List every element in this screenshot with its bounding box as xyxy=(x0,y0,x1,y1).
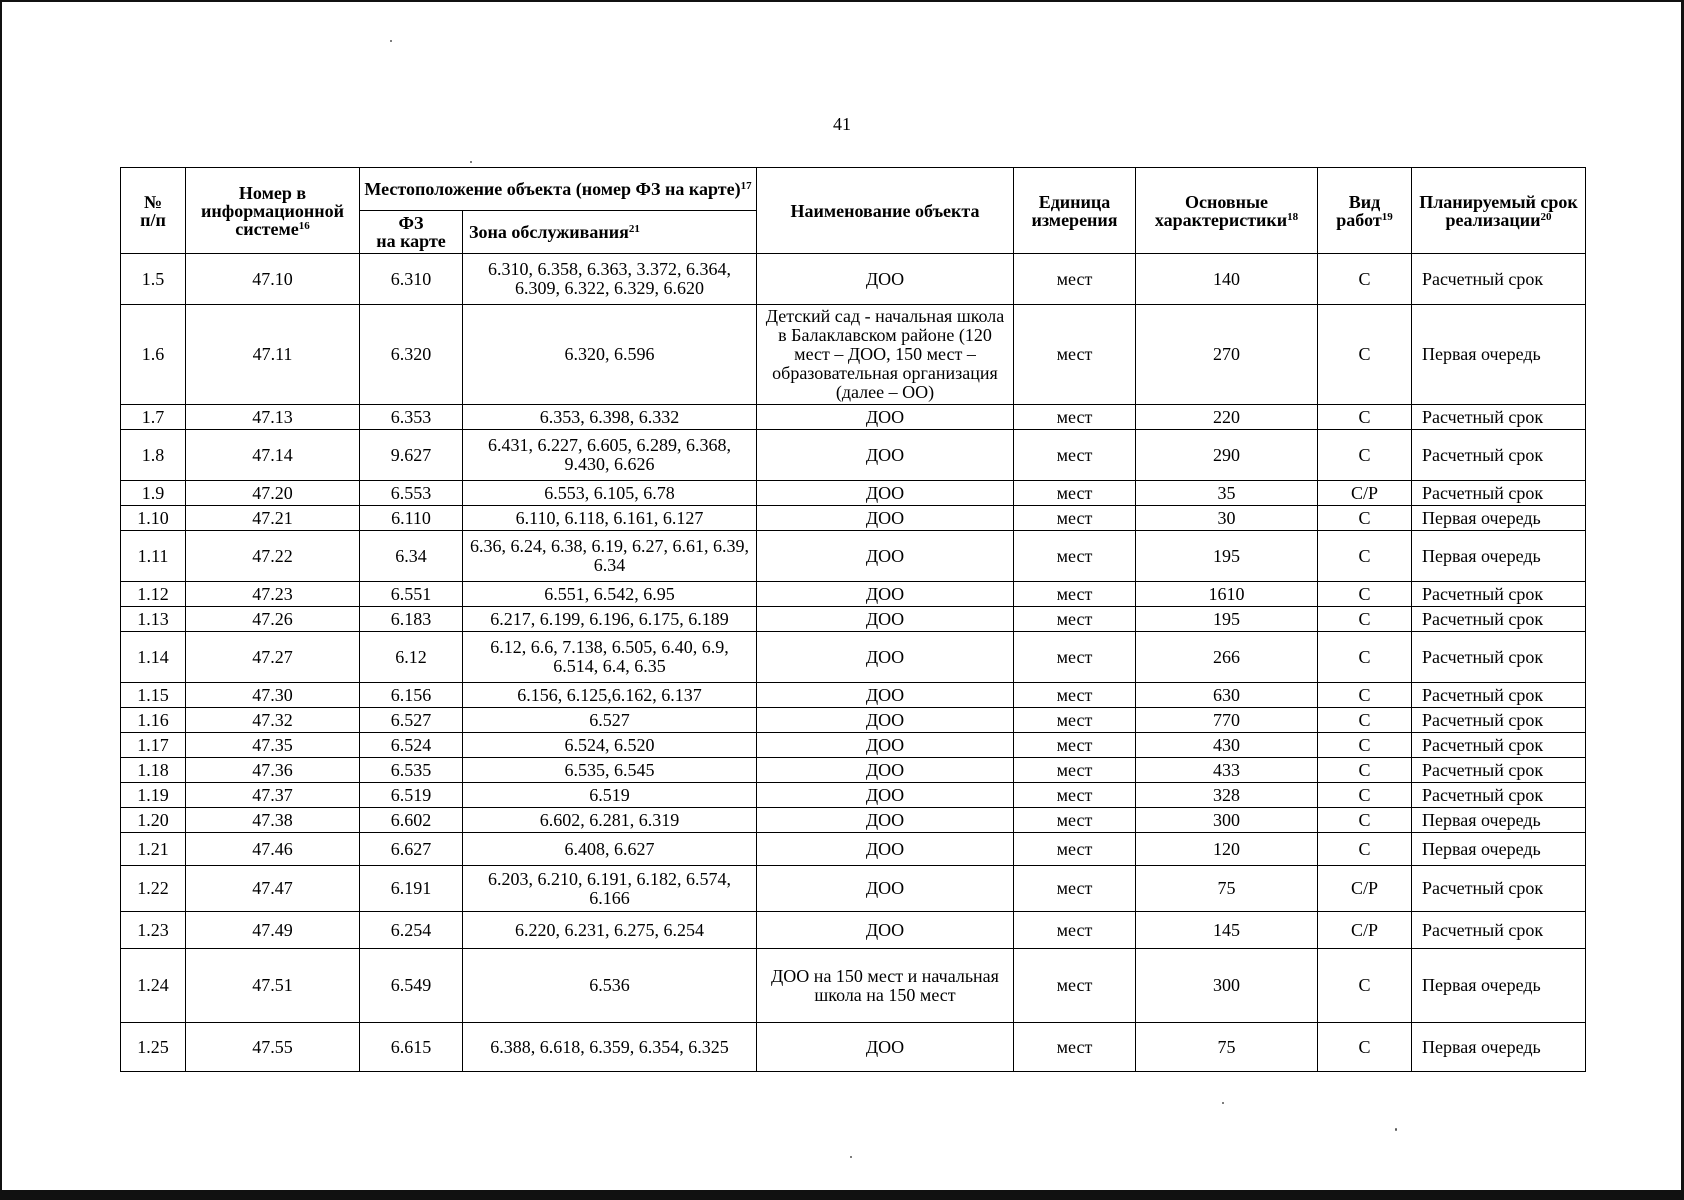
cell-object-name: ДОО xyxy=(757,582,1014,607)
footnote-marker: 20 xyxy=(1540,210,1552,223)
table-row xyxy=(121,783,1586,808)
cell-fz: 6.191 xyxy=(360,866,463,912)
cell-term: Расчетный срок xyxy=(1412,254,1586,305)
cell-work-type: С xyxy=(1318,733,1412,758)
cell-fz: 6.627 xyxy=(360,833,463,866)
table-row xyxy=(121,430,1586,481)
cell-characteristics: 35 xyxy=(1136,481,1318,506)
scan-border-bottom xyxy=(0,1190,1684,1200)
cell-term: Первая очередь xyxy=(1412,833,1586,866)
cell-unit: мест xyxy=(1014,949,1136,1023)
scan-speck xyxy=(1222,1102,1224,1104)
cell-characteristics: 630 xyxy=(1136,683,1318,708)
cell-number: 1.24 xyxy=(121,949,186,1023)
cell-zone: 6.310, 6.358, 6.363, 3.372, 6.364, 6.309, 6.322, 6.329, 6.620 xyxy=(463,254,757,305)
cell-fz: 6.524 xyxy=(360,733,463,758)
cell-system-number: 47.20 xyxy=(186,481,360,506)
cell-fz: 6.615 xyxy=(360,1023,463,1072)
footnote-marker: 21 xyxy=(628,223,640,235)
cell-work-type: С xyxy=(1318,949,1412,1023)
cell-object-name: ДОО xyxy=(757,733,1014,758)
cell-number: 1.22 xyxy=(121,866,186,912)
cell-term: Первая очередь xyxy=(1412,506,1586,531)
cell-fz: 6.110 xyxy=(360,506,463,531)
cell-object-name: ДОО xyxy=(757,912,1014,949)
cell-zone: 6.156, 6.125,6.162, 6.137 xyxy=(463,683,757,708)
cell-characteristics: 75 xyxy=(1136,1023,1318,1072)
cell-characteristics: 328 xyxy=(1136,783,1318,808)
cell-characteristics: 75 xyxy=(1136,866,1318,912)
cell-object-name: ДОО xyxy=(757,758,1014,783)
cell-number: 1.19 xyxy=(121,783,186,808)
cell-work-type: С xyxy=(1318,254,1412,305)
cell-characteristics: 266 xyxy=(1136,632,1318,683)
cell-unit: мест xyxy=(1014,708,1136,733)
cell-system-number: 47.23 xyxy=(186,582,360,607)
cell-characteristics: 430 xyxy=(1136,733,1318,758)
footnote-marker: 19 xyxy=(1381,210,1393,223)
table-row xyxy=(121,632,1586,683)
cell-zone: 6.388, 6.618, 6.359, 6.354, 6.325 xyxy=(463,1023,757,1072)
cell-system-number: 47.10 xyxy=(186,254,360,305)
cell-characteristics: 145 xyxy=(1136,912,1318,949)
table-row xyxy=(121,683,1586,708)
cell-fz: 6.549 xyxy=(360,949,463,1023)
cell-unit: мест xyxy=(1014,531,1136,582)
cell-unit: мест xyxy=(1014,758,1136,783)
cell-term: Первая очередь xyxy=(1412,808,1586,833)
cell-object-name: ДОО xyxy=(757,632,1014,683)
cell-fz: 6.12 xyxy=(360,632,463,683)
scan-speck xyxy=(470,161,472,163)
table-row xyxy=(121,758,1586,783)
cell-characteristics: 300 xyxy=(1136,949,1318,1023)
cell-term: Первая очередь xyxy=(1412,1023,1586,1072)
cell-work-type: С xyxy=(1318,305,1412,405)
header-cell-location xyxy=(360,168,757,211)
cell-object-name: ДОО xyxy=(757,1023,1014,1072)
footnote-marker: 18 xyxy=(1287,210,1299,223)
cell-unit: мест xyxy=(1014,733,1136,758)
cell-fz: 6.602 xyxy=(360,808,463,833)
table-row xyxy=(121,808,1586,833)
cell-fz: 6.535 xyxy=(360,758,463,783)
cell-characteristics: 433 xyxy=(1136,758,1318,783)
cell-number: 1.10 xyxy=(121,506,186,531)
cell-unit: мест xyxy=(1014,405,1136,430)
cell-unit: мест xyxy=(1014,833,1136,866)
cell-system-number: 47.30 xyxy=(186,683,360,708)
cell-system-number: 47.27 xyxy=(186,632,360,683)
cell-fz: 6.320 xyxy=(360,305,463,405)
scan-speck xyxy=(850,1156,852,1158)
table-row xyxy=(121,833,1586,866)
cell-zone: 6.527 xyxy=(463,708,757,733)
header-label: ФЗ xyxy=(398,213,424,233)
cell-work-type: С xyxy=(1318,708,1412,733)
scan-speck xyxy=(390,40,392,42)
cell-system-number: 47.36 xyxy=(186,758,360,783)
cell-term: Расчетный срок xyxy=(1412,405,1586,430)
cell-zone: 6.524, 6.520 xyxy=(463,733,757,758)
cell-zone: 6.110, 6.118, 6.161, 6.127 xyxy=(463,506,757,531)
cell-system-number: 47.32 xyxy=(186,708,360,733)
cell-number: 1.12 xyxy=(121,582,186,607)
header-label: Местоположение объекта (номер ФЗ на карте) xyxy=(364,179,741,199)
cell-object-name: ДОО xyxy=(757,683,1014,708)
cell-zone: 6.217, 6.199, 6.196, 6.175, 6.189 xyxy=(463,607,757,632)
cell-object-name: ДОО на 150 мест и начальная школа на 150 мест xyxy=(757,949,1014,1023)
cell-fz: 6.310 xyxy=(360,254,463,305)
cell-fz: 6.519 xyxy=(360,783,463,808)
cell-zone: 6.408, 6.627 xyxy=(463,833,757,866)
table-body xyxy=(121,254,1586,1072)
header-cell-fz xyxy=(360,211,463,254)
cell-system-number: 47.26 xyxy=(186,607,360,632)
cell-fz: 6.254 xyxy=(360,912,463,949)
header-cell-term xyxy=(1412,168,1586,254)
cell-number: 1.21 xyxy=(121,833,186,866)
cell-unit: мест xyxy=(1014,912,1136,949)
cell-term: Расчетный срок xyxy=(1412,582,1586,607)
cell-zone: 6.36, 6.24, 6.38, 6.19, 6.27, 6.61, 6.39, 6.34 xyxy=(463,531,757,582)
cell-unit: мест xyxy=(1014,582,1136,607)
footnote-marker: 16 xyxy=(298,219,310,232)
cell-system-number: 47.46 xyxy=(186,833,360,866)
cell-number: 1.7 xyxy=(121,405,186,430)
cell-zone: 6.519 xyxy=(463,783,757,808)
cell-zone: 6.602, 6.281, 6.319 xyxy=(463,808,757,833)
header-label: Единица измерения xyxy=(1031,191,1118,230)
cell-work-type: С/Р xyxy=(1318,912,1412,949)
cell-zone: 6.535, 6.545 xyxy=(463,758,757,783)
table-row xyxy=(121,607,1586,632)
cell-number: 1.15 xyxy=(121,683,186,708)
cell-number: 1.8 xyxy=(121,430,186,481)
cell-object-name: ДОО xyxy=(757,833,1014,866)
cell-system-number: 47.47 xyxy=(186,866,360,912)
header-cell-unit xyxy=(1014,168,1136,254)
table-row xyxy=(121,949,1586,1023)
cell-number: 1.11 xyxy=(121,531,186,582)
cell-fz: 9.627 xyxy=(360,430,463,481)
cell-work-type: С xyxy=(1318,582,1412,607)
table-row xyxy=(121,733,1586,758)
cell-term: Расчетный срок xyxy=(1412,430,1586,481)
cell-term: Расчетный срок xyxy=(1412,607,1586,632)
cell-object-name: ДОО xyxy=(757,254,1014,305)
cell-system-number: 47.21 xyxy=(186,506,360,531)
cell-work-type: С xyxy=(1318,808,1412,833)
cell-object-name: ДОО xyxy=(757,866,1014,912)
table-row xyxy=(121,531,1586,582)
cell-system-number: 47.14 xyxy=(186,430,360,481)
header-cell-system-number xyxy=(186,168,360,254)
cell-system-number: 47.49 xyxy=(186,912,360,949)
cell-term: Расчетный срок xyxy=(1412,708,1586,733)
cell-number: 1.18 xyxy=(121,758,186,783)
cell-characteristics: 220 xyxy=(1136,405,1318,430)
cell-number: 1.14 xyxy=(121,632,186,683)
cell-system-number: 47.55 xyxy=(186,1023,360,1072)
header-cell-work-type xyxy=(1318,168,1412,254)
header-label: Планируемый срок реализации xyxy=(1419,191,1578,230)
cell-term: Первая очередь xyxy=(1412,531,1586,582)
scan-speck xyxy=(1395,1128,1397,1131)
cell-system-number: 47.38 xyxy=(186,808,360,833)
cell-unit: мест xyxy=(1014,305,1136,405)
cell-unit: мест xyxy=(1014,866,1136,912)
cell-unit: мест xyxy=(1014,430,1136,481)
table-row xyxy=(121,1023,1586,1072)
cell-zone: 6.536 xyxy=(463,949,757,1023)
cell-number: 1.13 xyxy=(121,607,186,632)
cell-unit: мест xyxy=(1014,607,1136,632)
cell-fz: 6.527 xyxy=(360,708,463,733)
header-label: на карте xyxy=(376,231,446,251)
cell-system-number: 47.13 xyxy=(186,405,360,430)
cell-fz: 6.34 xyxy=(360,531,463,582)
header-label: Наименование объекта xyxy=(790,200,980,221)
cell-work-type: С xyxy=(1318,1023,1412,1072)
cell-object-name: Детский сад - начальная школа в Балаклавском районе (120 мест – ДОО, 150 мест – образовательная организация (далее – ОО) xyxy=(757,305,1014,405)
cell-characteristics: 300 xyxy=(1136,808,1318,833)
cell-work-type: С xyxy=(1318,783,1412,808)
objects-table xyxy=(120,167,1586,1072)
cell-object-name: ДОО xyxy=(757,405,1014,430)
cell-characteristics: 195 xyxy=(1136,531,1318,582)
cell-zone: 6.320, 6.596 xyxy=(463,305,757,405)
cell-unit: мест xyxy=(1014,683,1136,708)
cell-zone: 6.220, 6.231, 6.275, 6.254 xyxy=(463,912,757,949)
cell-system-number: 47.51 xyxy=(186,949,360,1023)
header-cell-number xyxy=(121,168,186,254)
cell-system-number: 47.37 xyxy=(186,783,360,808)
cell-system-number: 47.35 xyxy=(186,733,360,758)
cell-term: Расчетный срок xyxy=(1412,481,1586,506)
cell-unit: мест xyxy=(1014,254,1136,305)
header-label: Вид работ xyxy=(1336,191,1382,230)
cell-object-name: ДОО xyxy=(757,531,1014,582)
cell-work-type: С xyxy=(1318,683,1412,708)
cell-zone: 6.203, 6.210, 6.191, 6.182, 6.574, 6.166 xyxy=(463,866,757,912)
cell-number: 1.17 xyxy=(121,733,186,758)
cell-characteristics: 140 xyxy=(1136,254,1318,305)
cell-object-name: ДОО xyxy=(757,708,1014,733)
cell-term: Расчетный срок xyxy=(1412,866,1586,912)
table-row xyxy=(121,481,1586,506)
cell-term: Первая очередь xyxy=(1412,305,1586,405)
scan-border-left xyxy=(0,0,2,1200)
header-label: п/п xyxy=(140,209,166,230)
table-row xyxy=(121,405,1586,430)
cell-fz: 6.156 xyxy=(360,683,463,708)
cell-number: 1.6 xyxy=(121,305,186,405)
cell-term: Расчетный срок xyxy=(1412,783,1586,808)
cell-system-number: 47.11 xyxy=(186,305,360,405)
cell-characteristics: 120 xyxy=(1136,833,1318,866)
cell-object-name: ДОО xyxy=(757,481,1014,506)
cell-characteristics: 270 xyxy=(1136,305,1318,405)
cell-term: Расчетный срок xyxy=(1412,683,1586,708)
table-header xyxy=(121,168,1586,254)
cell-unit: мест xyxy=(1014,632,1136,683)
cell-fz: 6.183 xyxy=(360,607,463,632)
cell-number: 1.5 xyxy=(121,254,186,305)
header-label: № xyxy=(143,191,163,212)
cell-term: Расчетный срок xyxy=(1412,733,1586,758)
cell-work-type: С/Р xyxy=(1318,481,1412,506)
table-row xyxy=(121,582,1586,607)
page-number: 41 xyxy=(833,114,851,134)
table-row xyxy=(121,708,1586,733)
table-row xyxy=(121,912,1586,949)
cell-fz: 6.551 xyxy=(360,582,463,607)
header-label: Основные характеристики xyxy=(1154,191,1288,230)
header-cell-characteristics xyxy=(1136,168,1318,254)
cell-unit: мест xyxy=(1014,506,1136,531)
cell-object-name: ДОО xyxy=(757,430,1014,481)
cell-work-type: С xyxy=(1318,833,1412,866)
cell-object-name: ДОО xyxy=(757,607,1014,632)
cell-characteristics: 770 xyxy=(1136,708,1318,733)
header-cell-zone xyxy=(463,211,757,254)
table-row xyxy=(121,305,1586,405)
table-row xyxy=(121,254,1586,305)
header-label: Номер в информационной системе xyxy=(201,182,344,239)
cell-object-name: ДОО xyxy=(757,783,1014,808)
table-row xyxy=(121,866,1586,912)
cell-work-type: С xyxy=(1318,758,1412,783)
footnote-marker: 17 xyxy=(740,180,752,192)
cell-object-name: ДОО xyxy=(757,506,1014,531)
cell-number: 1.9 xyxy=(121,481,186,506)
cell-fz: 6.553 xyxy=(360,481,463,506)
cell-work-type: С xyxy=(1318,430,1412,481)
cell-work-type: С/Р xyxy=(1318,866,1412,912)
cell-object-name: ДОО xyxy=(757,808,1014,833)
cell-number: 1.23 xyxy=(121,912,186,949)
cell-term: Расчетный срок xyxy=(1412,758,1586,783)
cell-term: Первая очередь xyxy=(1412,949,1586,1023)
cell-term: Расчетный срок xyxy=(1412,632,1586,683)
header-label: Зона обслуживания xyxy=(469,222,629,242)
cell-number: 1.20 xyxy=(121,808,186,833)
header-cell-object-name xyxy=(757,168,1014,254)
cell-work-type: С xyxy=(1318,632,1412,683)
cell-unit: мест xyxy=(1014,1023,1136,1072)
scan-border-top xyxy=(0,0,1684,2)
cell-zone: 6.353, 6.398, 6.332 xyxy=(463,405,757,430)
cell-number: 1.16 xyxy=(121,708,186,733)
cell-system-number: 47.22 xyxy=(186,531,360,582)
cell-unit: мест xyxy=(1014,481,1136,506)
cell-number: 1.25 xyxy=(121,1023,186,1072)
table-row xyxy=(121,506,1586,531)
cell-work-type: С xyxy=(1318,607,1412,632)
cell-zone: 6.12, 6.6, 7.138, 6.505, 6.40, 6.9, 6.514, 6.4, 6.35 xyxy=(463,632,757,683)
cell-fz: 6.353 xyxy=(360,405,463,430)
cell-zone: 6.551, 6.542, 6.95 xyxy=(463,582,757,607)
cell-characteristics: 290 xyxy=(1136,430,1318,481)
cell-characteristics: 195 xyxy=(1136,607,1318,632)
cell-characteristics: 1610 xyxy=(1136,582,1318,607)
cell-work-type: С xyxy=(1318,405,1412,430)
cell-term: Расчетный срок xyxy=(1412,912,1586,949)
cell-zone: 6.553, 6.105, 6.78 xyxy=(463,481,757,506)
cell-characteristics: 30 xyxy=(1136,506,1318,531)
cell-work-type: С xyxy=(1318,531,1412,582)
cell-work-type: С xyxy=(1318,506,1412,531)
cell-unit: мест xyxy=(1014,783,1136,808)
cell-unit: мест xyxy=(1014,808,1136,833)
cell-zone: 6.431, 6.227, 6.605, 6.289, 6.368, 9.430, 6.626 xyxy=(463,430,757,481)
